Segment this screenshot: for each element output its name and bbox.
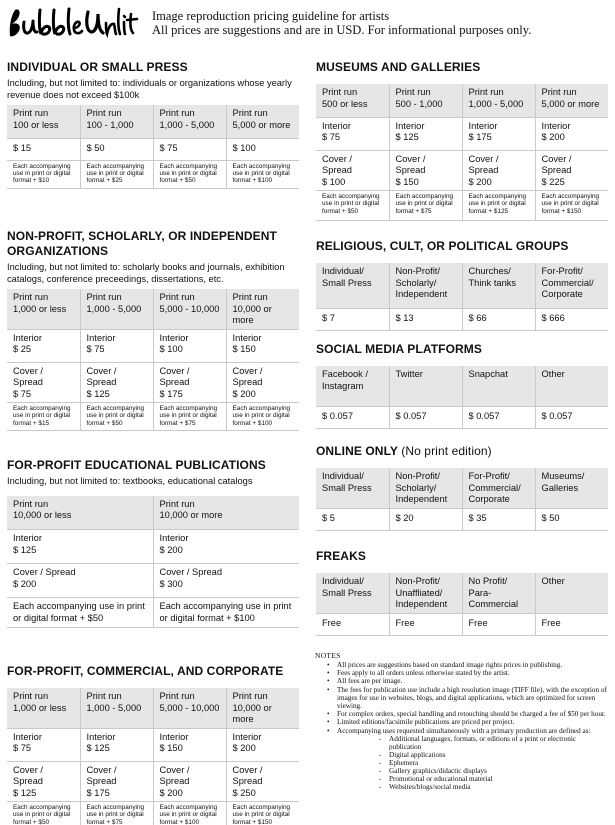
price-cell: Free xyxy=(316,613,389,635)
note-item: • Limited editions/facsimile publications are priced per project. xyxy=(315,718,610,726)
cover-price-cell: Cover / Spread $ 200 xyxy=(153,761,226,802)
accompanying-use-note: Each accompanying use in print or digital format + $50 xyxy=(7,802,80,825)
price-cell: $ 0.057 xyxy=(316,406,389,428)
cover-price-cell: Cover / Spread $ 250 xyxy=(226,761,299,802)
accompanying-use-note: Each accompanying use in print or digital format + $100 xyxy=(153,802,226,825)
column-header: Print run 500 - 1,000 xyxy=(389,84,462,117)
column-header: Non-Profit/ Scholarly/ Independent xyxy=(389,468,462,508)
accompanying-use-note: Each accompanying use in print or digital format + $75 xyxy=(389,191,462,221)
cover-price-cell: Cover / Spread $ 125 xyxy=(7,761,80,802)
accompanying-use-note: Each accompanying use in print or digital format + $50 xyxy=(80,403,153,431)
interior-price-cell: Interior $ 100 xyxy=(153,329,226,362)
column-header: Print run 10,000 or more xyxy=(153,496,299,530)
interior-price-cell: Interior $ 125 xyxy=(389,117,462,150)
notes-list xyxy=(315,661,610,791)
column-header: Print run 1,000 or less xyxy=(7,289,80,329)
section-title: RELIGIOUS, CULT, OR POLITICAL GROUPS xyxy=(316,239,569,253)
interior-price-cell: Interior $ 125 xyxy=(7,530,153,564)
column-header: Print run 5,000 or more xyxy=(226,105,299,138)
cover-price-cell: Cover / Spread $ 200 xyxy=(226,362,299,403)
accompanying-use-item: - Digital applications xyxy=(337,751,610,759)
column-header: Print run 10,000 or more xyxy=(226,688,299,728)
bubble-unlimited-logo xyxy=(6,6,140,42)
pricing-table xyxy=(316,573,608,636)
column-header: Print run 5,000 - 10,000 xyxy=(153,688,226,728)
interior-price-cell: Interior $ 75 xyxy=(80,329,153,362)
price-cell: $ 50 xyxy=(80,138,153,160)
section-religious xyxy=(316,239,608,331)
column-header: Print run 1,000 or less xyxy=(7,688,80,728)
column-header: Print run 10,000 or less xyxy=(7,496,153,530)
note-item: • All fees are per image. xyxy=(315,677,610,685)
interior-price-cell: Interior $ 175 xyxy=(462,117,535,150)
pricing-table xyxy=(316,84,608,221)
column-header: No Profit/ Para-Commercial xyxy=(462,573,535,613)
interior-price-cell: Interior $ 75 xyxy=(316,117,389,150)
accompanying-use-note: Each accompanying use in print or digital format + $50 xyxy=(153,160,226,188)
accompanying-use-note: Each accompanying use in print or digital format + $100 xyxy=(226,160,299,188)
interior-price-cell: Interior $ 25 xyxy=(7,329,80,362)
column-header: Individual/ Small Press xyxy=(316,468,389,508)
notes-title: NOTES xyxy=(315,651,341,660)
column-header: Print run 500 or less xyxy=(316,84,389,117)
column-header: Individual/ Small Press xyxy=(316,263,389,308)
accompanying-use-note: Each accompanying use in print or digital format + $50 xyxy=(7,598,153,628)
accompanying-use-note: Each accompanying use in print or digital format + $15 xyxy=(7,403,80,431)
section-title: FOR-PROFIT EDUCATIONAL PUBLICATIONS xyxy=(7,458,266,472)
interior-price-cell: Interior $ 150 xyxy=(226,329,299,362)
price-cell: $ 75 xyxy=(153,138,226,160)
column-header: Print run 1,000 - 5,000 xyxy=(153,105,226,138)
accompanying-uses-list xyxy=(337,735,610,792)
accompanying-use-note: Each accompanying use in print or digital format + $25 xyxy=(80,160,153,188)
cover-price-cell: Cover / Spread $ 175 xyxy=(80,761,153,802)
pricing-table xyxy=(7,289,299,431)
column-header: Print run 100 - 1,000 xyxy=(80,105,153,138)
accompanying-use-note: Each accompanying use in print or digital format + $75 xyxy=(153,403,226,431)
section-title: INDIVIDUAL OR SMALL PRESS xyxy=(7,60,188,74)
accompanying-use-item: - Ephemera xyxy=(337,759,610,767)
pricing-table xyxy=(316,366,608,429)
column-header: Print run 10,000 or more xyxy=(226,289,299,329)
accompanying-use-item: - Promotional or educational material xyxy=(337,775,610,783)
note-item: • The fees for publication use include a high resolution image (TIFF file), with the exception of images for use in websites, blogs, and digital applications, which are optimized for screen viewing. xyxy=(315,686,610,711)
section-nonprofit xyxy=(7,229,299,431)
interior-price-cell: Interior $ 200 xyxy=(153,530,299,564)
interior-price-cell: Interior $ 75 xyxy=(7,728,80,761)
header-line-1: Image reproduction pricing guideline for artists xyxy=(152,9,390,23)
cover-price-cell: Cover / Spread $ 225 xyxy=(535,150,608,191)
price-cell: $ 5 xyxy=(316,508,389,530)
cover-price-cell: Cover / Spread $ 200 xyxy=(7,564,153,598)
column-header: Print run 1,000 - 5,000 xyxy=(80,688,153,728)
accompanying-use-note: Each accompanying use in print or digital format + $150 xyxy=(535,191,608,221)
column-header: Museums/ Galleries xyxy=(535,468,608,508)
accompanying-use-note: Each accompanying use in print or digital format + $75 xyxy=(80,802,153,825)
cover-price-cell: Cover / Spread $ 150 xyxy=(389,150,462,191)
section-social-media xyxy=(316,342,608,429)
column-header: Other xyxy=(535,573,608,613)
price-cell: $ 20 xyxy=(389,508,462,530)
column-header: Print run 1,000 - 5,000 xyxy=(462,84,535,117)
accompanying-use-note: Each accompanying use in print or digital format + $50 xyxy=(316,191,389,221)
accompanying-use-note: Each accompanying use in print or digital format + $125 xyxy=(462,191,535,221)
section-description: Including, but not limited to: individuals or organizations whose yearly revenue does not exceed $100k xyxy=(7,78,292,100)
accompanying-use-item: - Websites/blogs/social media xyxy=(337,783,610,791)
price-cell: $ 35 xyxy=(462,508,535,530)
accompanying-use-item: - Gallery graphics/didactic displays xyxy=(337,767,610,775)
section-museums xyxy=(316,60,608,221)
accompanying-use-note: Each accompanying use in print or digital format + $100 xyxy=(226,403,299,431)
column-header: Non-Profit/ Unaffliated/ Independent xyxy=(389,573,462,613)
column-header: Churches/ Think tanks xyxy=(462,263,535,308)
interior-price-cell: Interior $ 150 xyxy=(153,728,226,761)
section-description: Including, but not limited to: textbooks, educational catalogs xyxy=(7,476,253,486)
note-item: • All prices are suggestions based on standard image rights prices in publishing. xyxy=(315,661,610,669)
accompanying-use-item: - Additional languages, formats, or editions of a print or electronic publication xyxy=(337,735,610,751)
accompanying-use-note: Each accompanying use in print or digital format + $150 xyxy=(226,802,299,825)
cover-price-cell: Cover / Spread $ 75 xyxy=(7,362,80,403)
accompanying-use-note: Each accompanying use in print or digital format + $100 xyxy=(153,598,299,628)
section-title: ONLINE ONLY (No print edition) xyxy=(316,444,492,458)
cover-price-cell: Cover / Spread $ 125 xyxy=(80,362,153,403)
section-freaks xyxy=(316,549,608,636)
price-cell: $ 7 xyxy=(316,308,389,330)
notes-section xyxy=(315,651,610,791)
column-header: For-Profit/ Commercial/ Corporate xyxy=(535,263,608,308)
price-cell: $ 0.057 xyxy=(462,406,535,428)
price-cell: $ 0.057 xyxy=(535,406,608,428)
header-line-2: All prices are suggestions and are in USD. For informational purposes only. xyxy=(152,23,532,37)
price-cell: $ 0.057 xyxy=(389,406,462,428)
column-header: Print run 5,000 or more xyxy=(535,84,608,117)
section-title: SOCIAL MEDIA PLATFORMS xyxy=(316,342,482,356)
price-cell: $ 50 xyxy=(535,508,608,530)
section-subtitle: (No print edition) xyxy=(401,444,492,458)
column-header: Print run 5,000 - 10,000 xyxy=(153,289,226,329)
section-title: NON-PROFIT, SCHOLARLY, OR INDEPENDENT ORGANIZATIONS xyxy=(7,229,277,258)
pricing-table xyxy=(316,468,608,531)
pricing-table xyxy=(7,105,299,189)
price-cell: $ 100 xyxy=(226,138,299,160)
price-cell: Free xyxy=(389,613,462,635)
accompanying-use-note: Each accompanying use in print or digital format + $10 xyxy=(7,160,80,188)
page-header xyxy=(6,6,609,44)
interior-price-cell: Interior $ 125 xyxy=(80,728,153,761)
column-header: For-Profit/ Commercial/ Corporate xyxy=(462,468,535,508)
cover-price-cell: Cover / Spread $ 300 xyxy=(153,564,299,598)
cover-price-cell: Cover / Spread $ 175 xyxy=(153,362,226,403)
interior-price-cell: Interior $ 200 xyxy=(226,728,299,761)
pricing-table xyxy=(316,263,608,331)
column-header: Snapchat xyxy=(462,366,535,406)
price-cell: $ 666 xyxy=(535,308,608,330)
column-header: Twitter xyxy=(389,366,462,406)
column-header: Individual/ Small Press xyxy=(316,573,389,613)
note-item: • For complex orders, special handling and retouching should be charged a fee of $50 per hour. xyxy=(315,710,610,718)
pricing-table xyxy=(7,688,299,825)
price-cell: $ 13 xyxy=(389,308,462,330)
section-description: Including, but not limited to: scholarly books and journals, exhibition catalogs, conference preceedings, dissertations, etc. xyxy=(7,262,285,284)
price-cell: Free xyxy=(462,613,535,635)
section-individual xyxy=(7,60,299,189)
column-header: Non-Profit/ Scholarly/ Independent xyxy=(389,263,462,308)
section-educational xyxy=(7,458,299,628)
section-commercial xyxy=(7,664,299,825)
price-cell: Free xyxy=(535,613,608,635)
section-title: FOR-PROFIT, COMMERCIAL, AND CORPORATE xyxy=(7,664,284,678)
column-header: Print run 1,000 - 5,000 xyxy=(80,289,153,329)
column-header: Print run 100 or less xyxy=(7,105,80,138)
note-item: • Accompanying uses requested simultaneously with a primary production are defined as: - Additional languages, formats, or editions of a print or electronic publication - Digital applications - Ephemera - Gallery graphics/didactic displays - Promotional or educational material - Websites/blogs/social media xyxy=(315,727,610,792)
price-cell: $ 15 xyxy=(7,138,80,160)
note-item: • Fees apply to all orders unless otherwise stated by the artist. xyxy=(315,669,610,677)
price-cell: $ 66 xyxy=(462,308,535,330)
pricing-table xyxy=(7,496,299,629)
column-header: Facebook / Instagram xyxy=(316,366,389,406)
section-title: FREAKS xyxy=(316,549,366,563)
column-header: Other xyxy=(535,366,608,406)
section-title: MUSEUMS AND GALLERIES xyxy=(316,60,481,74)
cover-price-cell: Cover / Spread $ 200 xyxy=(462,150,535,191)
section-online-only xyxy=(316,444,608,531)
interior-price-cell: Interior $ 200 xyxy=(535,117,608,150)
cover-price-cell: Cover / Spread $ 100 xyxy=(316,150,389,191)
